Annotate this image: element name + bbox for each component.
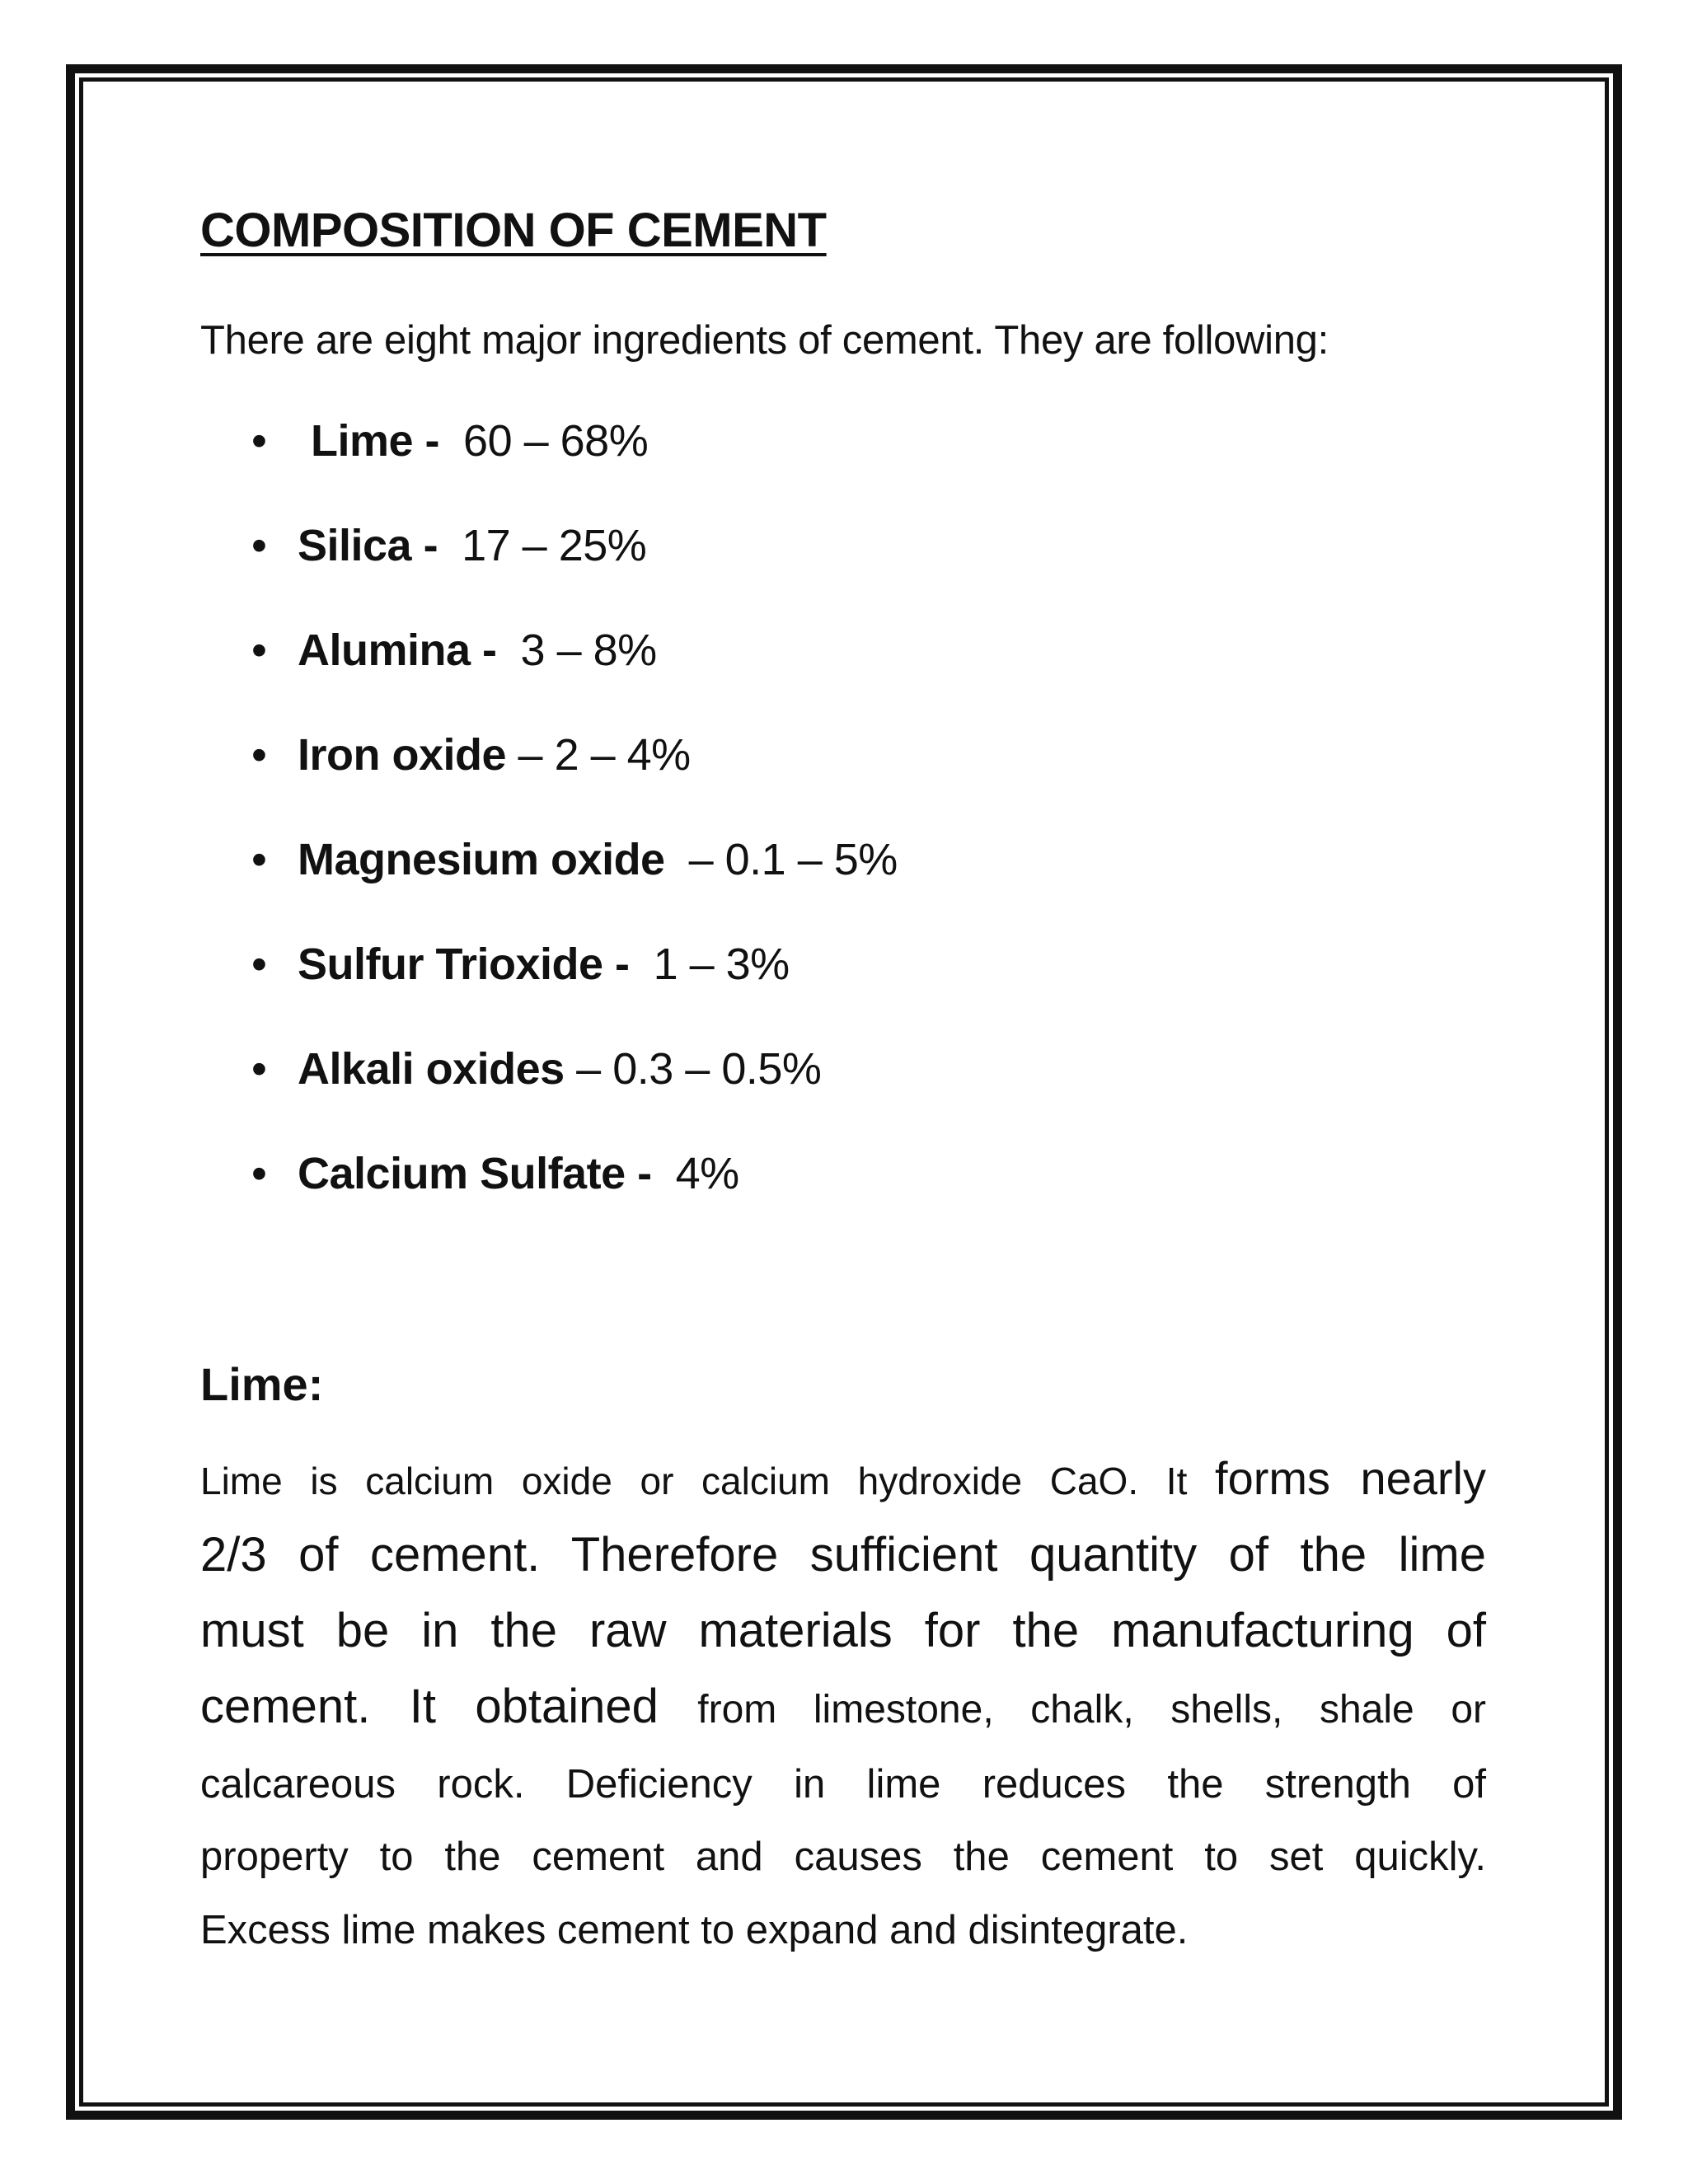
bullet-icon: • — [251, 626, 267, 675]
paragraph-line: property to the cement and causes the cement to set quickly. — [200, 1835, 1486, 1879]
section-heading-lime: Lime: — [200, 1358, 324, 1410]
ingredient-name: Sulfur Trioxide - — [298, 940, 630, 989]
ingredient-name: Iron oxide — [298, 730, 507, 780]
bullet-icon: • — [251, 730, 267, 780]
paragraph-line: 2/3 of cement. Therefore sufficient quantity of the lime — [200, 1528, 1486, 1582]
paragraph-line — [200, 1669, 1486, 1748]
ingredient-name: Lime - — [311, 416, 440, 466]
ingredient-value: 1 – 3% — [653, 940, 790, 989]
ingredient-name: Alkali oxides — [298, 1044, 565, 1094]
ingredient-value: 17 – 25% — [462, 521, 647, 570]
paragraph-text-large: forms nearly — [1215, 1452, 1486, 1504]
paragraph-line: calcareous rock. Deficiency in lime reduces the strength of — [200, 1762, 1486, 1807]
ingredient-name: Alumina - — [298, 626, 497, 675]
paragraph-line: must be in the raw materials for the manufacturing of — [200, 1604, 1486, 1657]
paragraph-text-small: Lime is calcium oxide or calcium hydroxide CaO. It — [200, 1460, 1188, 1502]
intro-text: There are eight major ingredients of cement. They are following: — [200, 318, 1329, 363]
ingredient-value: 60 – 68% — [463, 416, 649, 466]
paragraph-line — [200, 1442, 1486, 1517]
bullet-icon: • — [251, 1149, 267, 1198]
paragraph-line: Excess lime makes cement to expand and disintegrate. — [200, 1908, 1189, 1952]
bullet-icon: • — [251, 940, 267, 989]
paragraph-text-small: from limestone, chalk, shells, shale or — [697, 1688, 1486, 1732]
ingredient-name: Silica - — [298, 521, 438, 570]
page-title: COMPOSITION OF CEMENT — [200, 204, 827, 257]
ingredient-value: – 0.3 – 0.5% — [576, 1044, 822, 1094]
lime-paragraph — [200, 1442, 1486, 1967]
ingredient-value: 3 – 8% — [520, 626, 657, 675]
ingredient-value: – 2 – 4% — [518, 730, 691, 780]
bullet-icon: • — [251, 1044, 267, 1094]
bullet-icon: • — [251, 521, 267, 570]
ingredient-value: 4% — [675, 1149, 739, 1198]
ingredient-value: – 0.1 – 5% — [688, 835, 898, 884]
paragraph-text-large: cement. It obtained — [200, 1680, 659, 1733]
document-content — [200, 198, 1486, 1952]
bullet-icon: • — [251, 835, 267, 884]
ingredient-name: Calcium Sulfate - — [298, 1149, 652, 1198]
ingredient-name: Magnesium oxide — [298, 835, 665, 884]
bullet-icon: • — [251, 416, 267, 466]
